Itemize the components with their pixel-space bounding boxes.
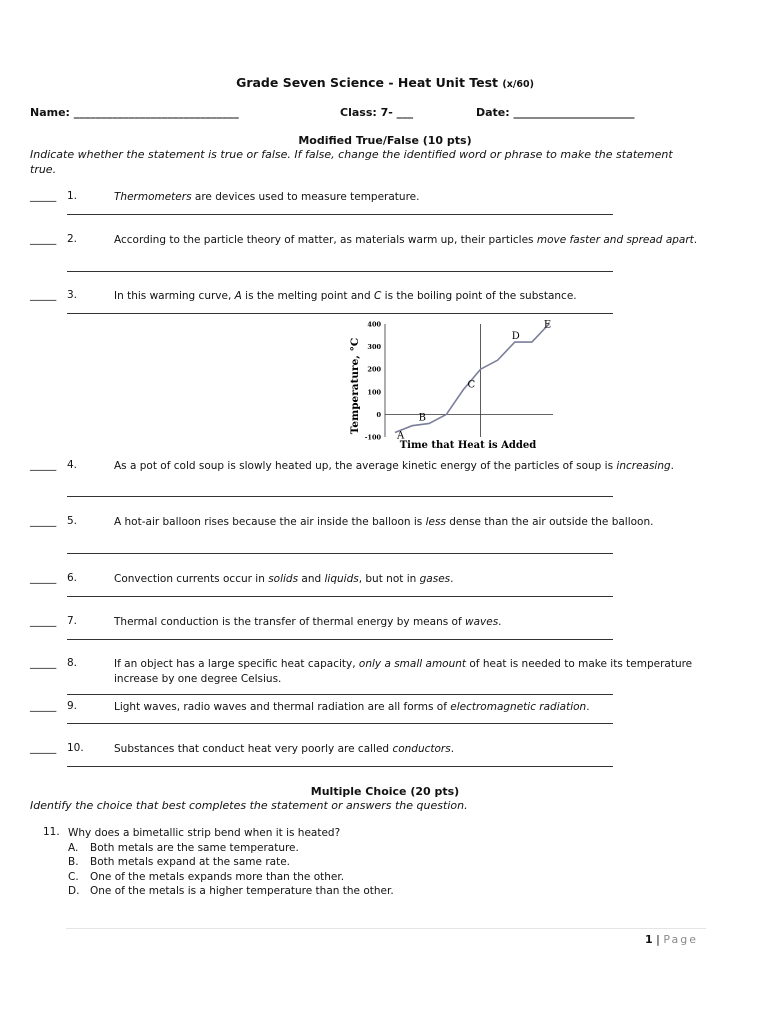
answer-blank[interactable]: _____ [30, 190, 57, 202]
question-number: 3. [67, 289, 78, 301]
correction-line[interactable] [67, 496, 613, 497]
y-axis-label: Temperature, °C [349, 337, 361, 435]
question-number: 6. [67, 572, 78, 584]
question-number: 7. [67, 615, 78, 627]
question-number: 5. [67, 515, 78, 527]
class-field[interactable] [340, 106, 413, 119]
y-tick-label: 100 [367, 388, 381, 397]
test-title [0, 75, 770, 90]
correction-line[interactable] [67, 766, 613, 767]
option-c[interactable]: C. One of the metals expands more than the other. [68, 870, 345, 883]
question-text: Thermal conduction is the transfer of thermal energy by means of waves. [114, 616, 502, 628]
question-text: Substances that conduct heat very poorly are called conductors. [114, 743, 455, 755]
y-tick-label: 200 [367, 365, 381, 374]
correction-line[interactable] [67, 723, 613, 724]
correction-line[interactable] [67, 639, 613, 640]
date-label: Date: [476, 106, 510, 119]
answer-blank[interactable]: _____ [30, 515, 57, 527]
point-label-d: D [511, 331, 520, 343]
mc-instructions: Identify the choice that best completes the statement or answers the question. [30, 799, 468, 812]
page-footer [645, 933, 698, 946]
correction-line[interactable] [67, 313, 613, 314]
class-blank[interactable]: ___ [396, 106, 414, 119]
answer-blank[interactable]: _____ [30, 700, 57, 712]
score-total: (x/60) [502, 79, 534, 90]
correction-line[interactable] [67, 553, 613, 554]
question-text: According to the particle theory of matter, as materials warm up, their particles move faster and spread apart. [114, 234, 698, 246]
warming-curve-chart [345, 318, 560, 452]
question-number: 2. [67, 233, 78, 245]
point-label-c: C [467, 379, 476, 391]
name-field[interactable] [30, 106, 239, 119]
question-number: 10. [67, 742, 84, 754]
question-number: 8. [67, 657, 78, 669]
answer-blank[interactable]: _____ [30, 459, 57, 471]
correction-line[interactable] [67, 214, 613, 215]
option-d[interactable]: D. One of the metals is a higher temperature than the other. [68, 885, 394, 897]
question-text: Light waves, radio waves and thermal radiation are all forms of electromagnetic radiation. [114, 701, 590, 713]
question-text: A hot-air balloon rises because the air inside the balloon is less dense than the air outside the balloon. [114, 516, 654, 528]
point-labels [396, 320, 551, 442]
question-number: 11. [43, 826, 60, 838]
question-body [68, 826, 394, 899]
x-axis-label: Time that Heat is Added [399, 440, 537, 451]
date-field[interactable] [476, 106, 635, 119]
point-label-a: A [397, 430, 405, 442]
question-number: 4. [67, 459, 78, 471]
option-a[interactable]: A. Both metals are the same temperature. [68, 841, 299, 854]
y-tick-label: -100 [364, 433, 381, 442]
question-text: Why does a bimetallic strip bend when it is heated? [68, 827, 341, 839]
question-text: Convection currents occur in solids and liquids, but not in gases. [114, 573, 454, 585]
question-number: 1. [67, 190, 78, 202]
correction-line[interactable] [67, 596, 613, 597]
page-number: 1 [644, 933, 653, 946]
y-tick-label: 400 [367, 320, 381, 329]
title-text: Grade Seven Science - Heat Unit Test [236, 75, 499, 90]
footer-separator: | [656, 933, 660, 946]
question-number: 9. [67, 700, 78, 712]
page-word: Page [663, 933, 698, 946]
mc-section-title: Multiple Choice (20 pts) [310, 785, 460, 798]
class-label: Class: 7- [340, 106, 393, 119]
question-text: Thermometers are devices used to measure temperature. [114, 191, 420, 203]
answer-blank[interactable]: _____ [30, 289, 57, 301]
tf-section-title: Modified True/False (10 pts) [298, 134, 472, 147]
y-tick-label: 300 [367, 343, 381, 352]
y-tick-label: 0 [376, 410, 381, 419]
answer-blank[interactable]: _____ [30, 615, 57, 627]
option-b[interactable]: B. Both metals expand at the same rate. [68, 856, 291, 868]
question-text: As a pot of cold soup is slowly heated up, the average kinetic energy of the particles of soup is increasing. [114, 460, 675, 472]
name-blank[interactable]: ______________________________ [73, 106, 239, 119]
y-axis-title [349, 338, 361, 434]
y-ticks [365, 321, 382, 442]
answer-blank[interactable]: _____ [30, 233, 57, 245]
point-label-b: B [418, 412, 427, 424]
question-text: If an object has a large specific heat capacity, only a small amount of heat is needed to make its temperature increase by one degree Celsius. [114, 658, 693, 685]
correction-line[interactable] [67, 694, 613, 695]
point-label-e: E [543, 319, 552, 331]
question-text: In this warming curve, A is the melting point and C is the boiling point of the substance. [114, 290, 577, 302]
answer-blank[interactable]: _____ [30, 742, 57, 754]
answer-blank[interactable]: _____ [30, 572, 57, 584]
name-label: Name: [30, 106, 70, 119]
correction-line[interactable] [67, 271, 613, 272]
tf-instructions: Indicate whether the statement is true or false. If false, change the identified word or phrase to make the statement true. [30, 148, 673, 176]
footer-divider [66, 928, 706, 929]
date-blank[interactable]: ______________________ [513, 106, 635, 119]
answer-blank[interactable]: _____ [30, 657, 57, 669]
